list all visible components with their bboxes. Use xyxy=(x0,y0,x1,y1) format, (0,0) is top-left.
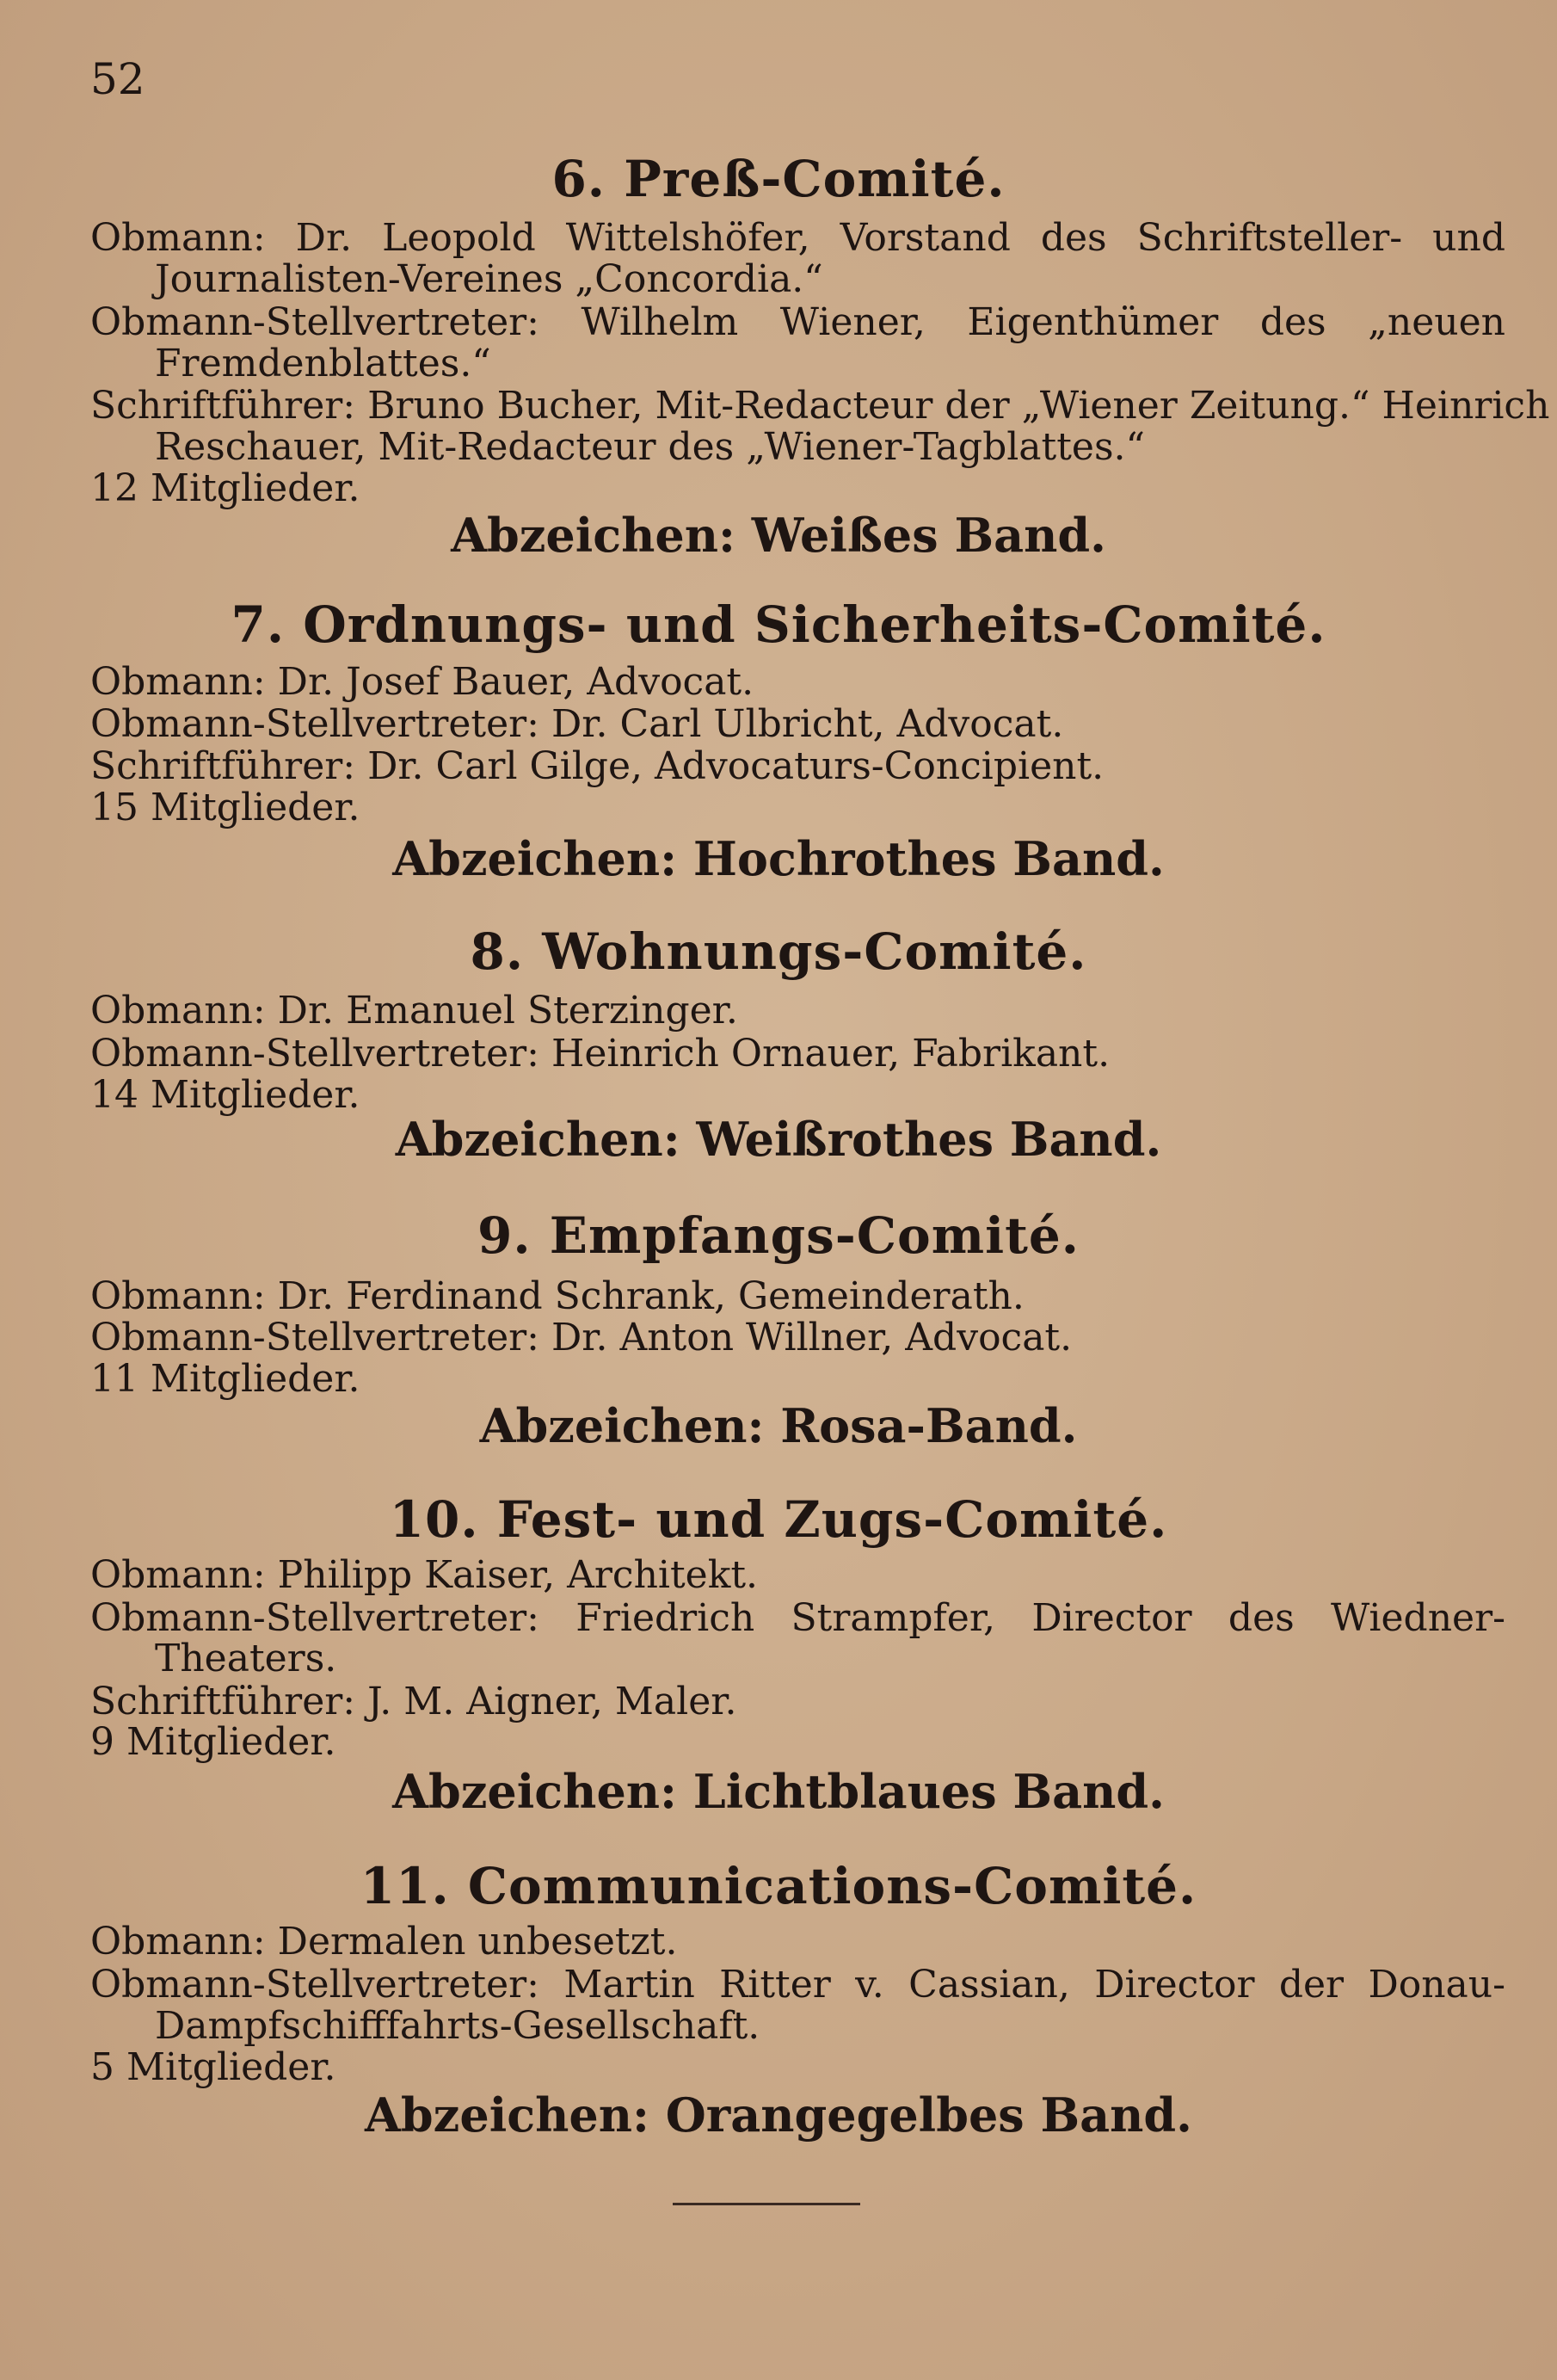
member-count: 14 Mitglieder. xyxy=(90,1073,360,1117)
badge-line: Abzeichen: Weißes Band. xyxy=(451,508,1106,563)
member-count: 5 Mitglieder. xyxy=(90,2045,336,2089)
member-line: Obmann: Dr. Leopold Wittelshöfer, Vorstand des Schriftsteller- und xyxy=(90,216,1505,260)
section-heading: 9. Empfangs-Comité. xyxy=(477,1206,1080,1265)
section-heading: 11. Communications-Comité. xyxy=(360,1857,1197,1915)
badge-line: Abzeichen: Orangegelbes Band. xyxy=(365,2087,1192,2143)
member-line: Obmann: Dr. Ferdinand Schrank, Gemeinderath. xyxy=(90,1274,1025,1318)
member-line: Reschauer, Mit-Redacteur des „Wiener-Tagblattes.“ xyxy=(155,425,1146,469)
member-line: Obmann-Stellvertreter: Wilhelm Wiener, Eigenthümer des „neuen xyxy=(90,300,1505,344)
member-count: 11 Mitglieder. xyxy=(90,1357,360,1401)
section-heading: 8. Wohnungs-Comité. xyxy=(470,922,1087,981)
member-line: Schriftführer: Dr. Carl Gilge, Advocaturs-Concipient. xyxy=(90,744,1105,788)
section-heading: 6. Preß-Comité. xyxy=(551,150,1006,208)
member-line: Obmann-Stellvertreter: Friedrich Strampfer, Director des Wiedner- xyxy=(90,1596,1505,1640)
member-line: Obmann: Philipp Kaiser, Architekt. xyxy=(90,1553,759,1597)
member-count: 15 Mitglieder. xyxy=(90,786,360,829)
section-heading: 7. Ordnungs- und Sicherheits-Comité. xyxy=(231,595,1326,654)
member-line: Obmann-Stellvertreter: Heinrich Ornauer, Fabrikant. xyxy=(90,1032,1111,1076)
badge-line: Abzeichen: Lichtblaues Band. xyxy=(392,1764,1165,1819)
member-line: Schriftführer: Bruno Bucher, Mit-Redacteur der „Wiener Zeitung.“ Heinrich xyxy=(90,384,1550,428)
member-line: Schriftführer: J. M. Aigner, Maler. xyxy=(90,1680,737,1723)
badge-line: Abzeichen: Hochrothes Band. xyxy=(392,831,1165,886)
member-line: Obmann: Dermalen unbesetzt. xyxy=(90,1920,678,1964)
member-line: Obmann-Stellvertreter: Dr. Anton Willner, Advocat. xyxy=(90,1316,1073,1360)
member-line: Obmann-Stellvertreter: Dr. Carl Ulbricht, Advocat. xyxy=(90,702,1064,746)
member-line: Theaters. xyxy=(155,1637,337,1680)
member-line: Journalisten-Vereines „Concordia.“ xyxy=(155,257,823,301)
page-number: 52 xyxy=(90,54,145,104)
member-line: Dampfschifffahrts-Gesellschaft. xyxy=(155,2004,760,2048)
member-line: Obmann: Dr. Josef Bauer, Advocat. xyxy=(90,660,754,704)
badge-line: Abzeichen: Rosa-Band. xyxy=(479,1398,1078,1453)
member-count: 9 Mitglieder. xyxy=(90,1720,336,1764)
closing-rule xyxy=(673,2203,860,2205)
member-line: Obmann: Dr. Emanuel Sterzinger. xyxy=(90,989,738,1033)
member-line: Obmann-Stellvertreter: Martin Ritter v. Cassian, Director der Donau- xyxy=(90,1963,1505,2007)
section-heading: 10. Fest- und Zugs-Comité. xyxy=(389,1490,1168,1549)
member-count: 12 Mitglieder. xyxy=(90,466,360,510)
member-line: Fremdenblattes.“ xyxy=(155,342,491,385)
badge-line: Abzeichen: Weißrothes Band. xyxy=(395,1112,1162,1167)
